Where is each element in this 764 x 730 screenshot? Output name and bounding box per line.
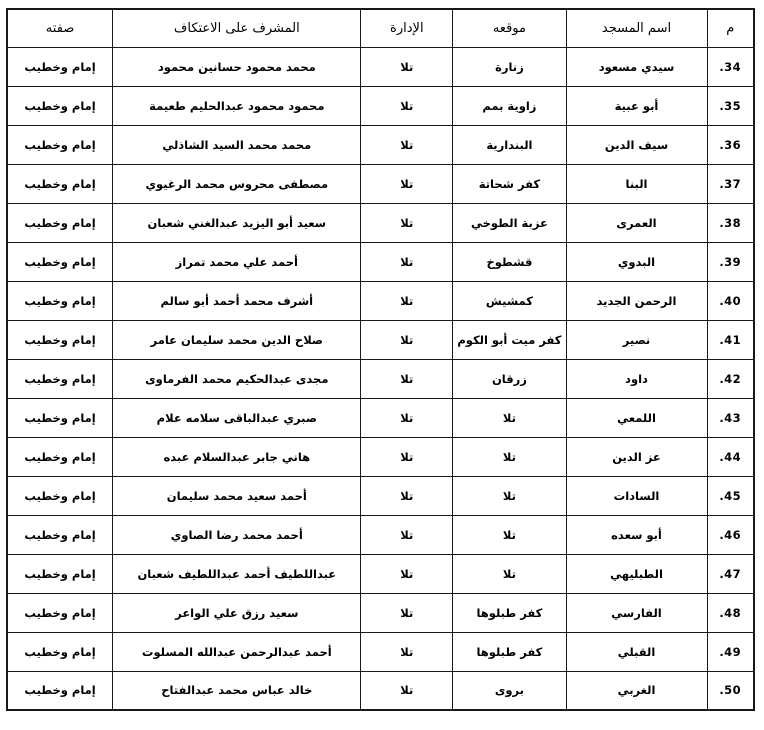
cell-mosque: القبلي [566, 632, 707, 671]
table-row [7, 671, 754, 710]
table-body [7, 47, 754, 710]
cell-title: إمام وخطيب [7, 437, 113, 476]
cell-mosque: الطبليهي [566, 554, 707, 593]
cell-mosque: البدوي [566, 242, 707, 281]
cell-admin: تلا [361, 359, 453, 398]
cell-title: إمام وخطيب [7, 242, 113, 281]
cell-num: .50 [707, 671, 754, 710]
cell-location: كمشيش [453, 281, 566, 320]
cell-admin: تلا [361, 320, 453, 359]
cell-location: تلا [453, 554, 566, 593]
cell-location: كفر شحاتة [453, 164, 566, 203]
cell-title: إمام وخطيب [7, 593, 113, 632]
cell-admin: تلا [361, 632, 453, 671]
cell-location: زنارة [453, 47, 566, 86]
table-row [7, 320, 754, 359]
cell-num: .42 [707, 359, 754, 398]
cell-supervisor: أحمد محمد رضا الصاوي [113, 515, 361, 554]
cell-supervisor: أحمد عبدالرحمن عبدالله المسلوت [113, 632, 361, 671]
cell-mosque: أبو سعده [566, 515, 707, 554]
cell-admin: تلا [361, 554, 453, 593]
table-row [7, 437, 754, 476]
cell-mosque: سيدي مسعود [566, 47, 707, 86]
cell-location: بروى [453, 671, 566, 710]
cell-num: .34 [707, 47, 754, 86]
cell-location: عزبة الطوخي [453, 203, 566, 242]
cell-mosque: نصير [566, 320, 707, 359]
cell-supervisor: محمود محمود عبدالحليم طعيمة [113, 86, 361, 125]
cell-admin: تلا [361, 671, 453, 710]
table-row [7, 554, 754, 593]
table-row [7, 593, 754, 632]
cell-admin: تلا [361, 515, 453, 554]
cell-mosque: داود [566, 359, 707, 398]
cell-supervisor: أحمد سعيد محمد سليمان [113, 476, 361, 515]
cell-mosque: عز الدين [566, 437, 707, 476]
cell-num: .43 [707, 398, 754, 437]
mosques-table [6, 8, 755, 711]
cell-supervisor: مجدى عبدالحكيم محمد الفرماوى [113, 359, 361, 398]
cell-mosque: البنا [566, 164, 707, 203]
cell-mosque: الفارسي [566, 593, 707, 632]
column-header-num: م [707, 9, 754, 47]
cell-location: تلا [453, 398, 566, 437]
header-row [7, 9, 754, 47]
column-header-supervisor: المشرف على الاعتكاف [113, 9, 361, 47]
cell-num: .37 [707, 164, 754, 203]
cell-location: زاوية بمم [453, 86, 566, 125]
table-row [7, 632, 754, 671]
cell-supervisor: سعيد رزق علي الواعر [113, 593, 361, 632]
cell-admin: تلا [361, 164, 453, 203]
column-header-location: موقعه [453, 9, 566, 47]
cell-location: كفر ميت أبو الكوم [453, 320, 566, 359]
cell-title: إمام وخطيب [7, 515, 113, 554]
cell-supervisor: محمد محمد السيد الشاذلي [113, 125, 361, 164]
cell-supervisor: صلاح الدين محمد سليمان عامر [113, 320, 361, 359]
cell-admin: تلا [361, 281, 453, 320]
cell-supervisor: أحمد علي محمد تمراز [113, 242, 361, 281]
cell-admin: تلا [361, 398, 453, 437]
cell-supervisor: أشرف محمد أحمد أبو سالم [113, 281, 361, 320]
cell-title: إمام وخطيب [7, 125, 113, 164]
cell-title: إمام وخطيب [7, 86, 113, 125]
cell-title: إمام وخطيب [7, 554, 113, 593]
cell-title: إمام وخطيب [7, 281, 113, 320]
cell-num: .40 [707, 281, 754, 320]
cell-supervisor: هاني جابر عبدالسلام عبده [113, 437, 361, 476]
cell-mosque: اللمعي [566, 398, 707, 437]
cell-supervisor: محمد محمود حسانين محمود [113, 47, 361, 86]
table-row [7, 515, 754, 554]
cell-num: .49 [707, 632, 754, 671]
cell-mosque: العمرى [566, 203, 707, 242]
cell-num: .41 [707, 320, 754, 359]
cell-mosque: الغربي [566, 671, 707, 710]
cell-num: .36 [707, 125, 754, 164]
cell-title: إمام وخطيب [7, 359, 113, 398]
cell-admin: تلا [361, 437, 453, 476]
cell-location: البندارية [453, 125, 566, 164]
cell-supervisor: خالد عباس محمد عبدالفتاح [113, 671, 361, 710]
cell-title: إمام وخطيب [7, 203, 113, 242]
table-row [7, 359, 754, 398]
column-header-mosque: اسم المسجد [566, 9, 707, 47]
cell-admin: تلا [361, 476, 453, 515]
cell-title: إمام وخطيب [7, 671, 113, 710]
cell-mosque: أبو عبية [566, 86, 707, 125]
cell-num: .35 [707, 86, 754, 125]
table-row [7, 125, 754, 164]
cell-num: .45 [707, 476, 754, 515]
cell-num: .48 [707, 593, 754, 632]
cell-location: قشطوخ [453, 242, 566, 281]
cell-supervisor: عبداللطيف أحمد عبداللطيف شعبان [113, 554, 361, 593]
table-row [7, 281, 754, 320]
cell-title: إمام وخطيب [7, 398, 113, 437]
table-row [7, 476, 754, 515]
cell-admin: تلا [361, 47, 453, 86]
cell-admin: تلا [361, 86, 453, 125]
column-header-title: صفته [7, 9, 113, 47]
cell-location: تلا [453, 476, 566, 515]
cell-num: .46 [707, 515, 754, 554]
cell-num: .47 [707, 554, 754, 593]
cell-num: .38 [707, 203, 754, 242]
cell-title: إمام وخطيب [7, 476, 113, 515]
table-row [7, 203, 754, 242]
cell-admin: تلا [361, 125, 453, 164]
cell-num: .44 [707, 437, 754, 476]
table-row [7, 86, 754, 125]
table-row [7, 242, 754, 281]
cell-location: زرقان [453, 359, 566, 398]
cell-admin: تلا [361, 593, 453, 632]
table-row [7, 164, 754, 203]
cell-title: إمام وخطيب [7, 632, 113, 671]
cell-supervisor: مصطفى محروس محمد الرغيوي [113, 164, 361, 203]
cell-mosque: السادات [566, 476, 707, 515]
cell-admin: تلا [361, 242, 453, 281]
cell-title: إمام وخطيب [7, 164, 113, 203]
table-row [7, 398, 754, 437]
cell-admin: تلا [361, 203, 453, 242]
cell-location: تلا [453, 515, 566, 554]
cell-supervisor: سعيد أبو اليزيد عبدالغني شعبان [113, 203, 361, 242]
cell-location: كفر طبلوها [453, 593, 566, 632]
cell-mosque: سيف الدين [566, 125, 707, 164]
column-header-admin: الإدارة [361, 9, 453, 47]
cell-num: .39 [707, 242, 754, 281]
table-row [7, 47, 754, 86]
cell-location: تلا [453, 437, 566, 476]
cell-title: إمام وخطيب [7, 320, 113, 359]
cell-title: إمام وخطيب [7, 47, 113, 86]
cell-supervisor: صبري عبدالباقى سلامه علام [113, 398, 361, 437]
cell-location: كفر طبلوها [453, 632, 566, 671]
cell-mosque: الرحمن الجديد [566, 281, 707, 320]
